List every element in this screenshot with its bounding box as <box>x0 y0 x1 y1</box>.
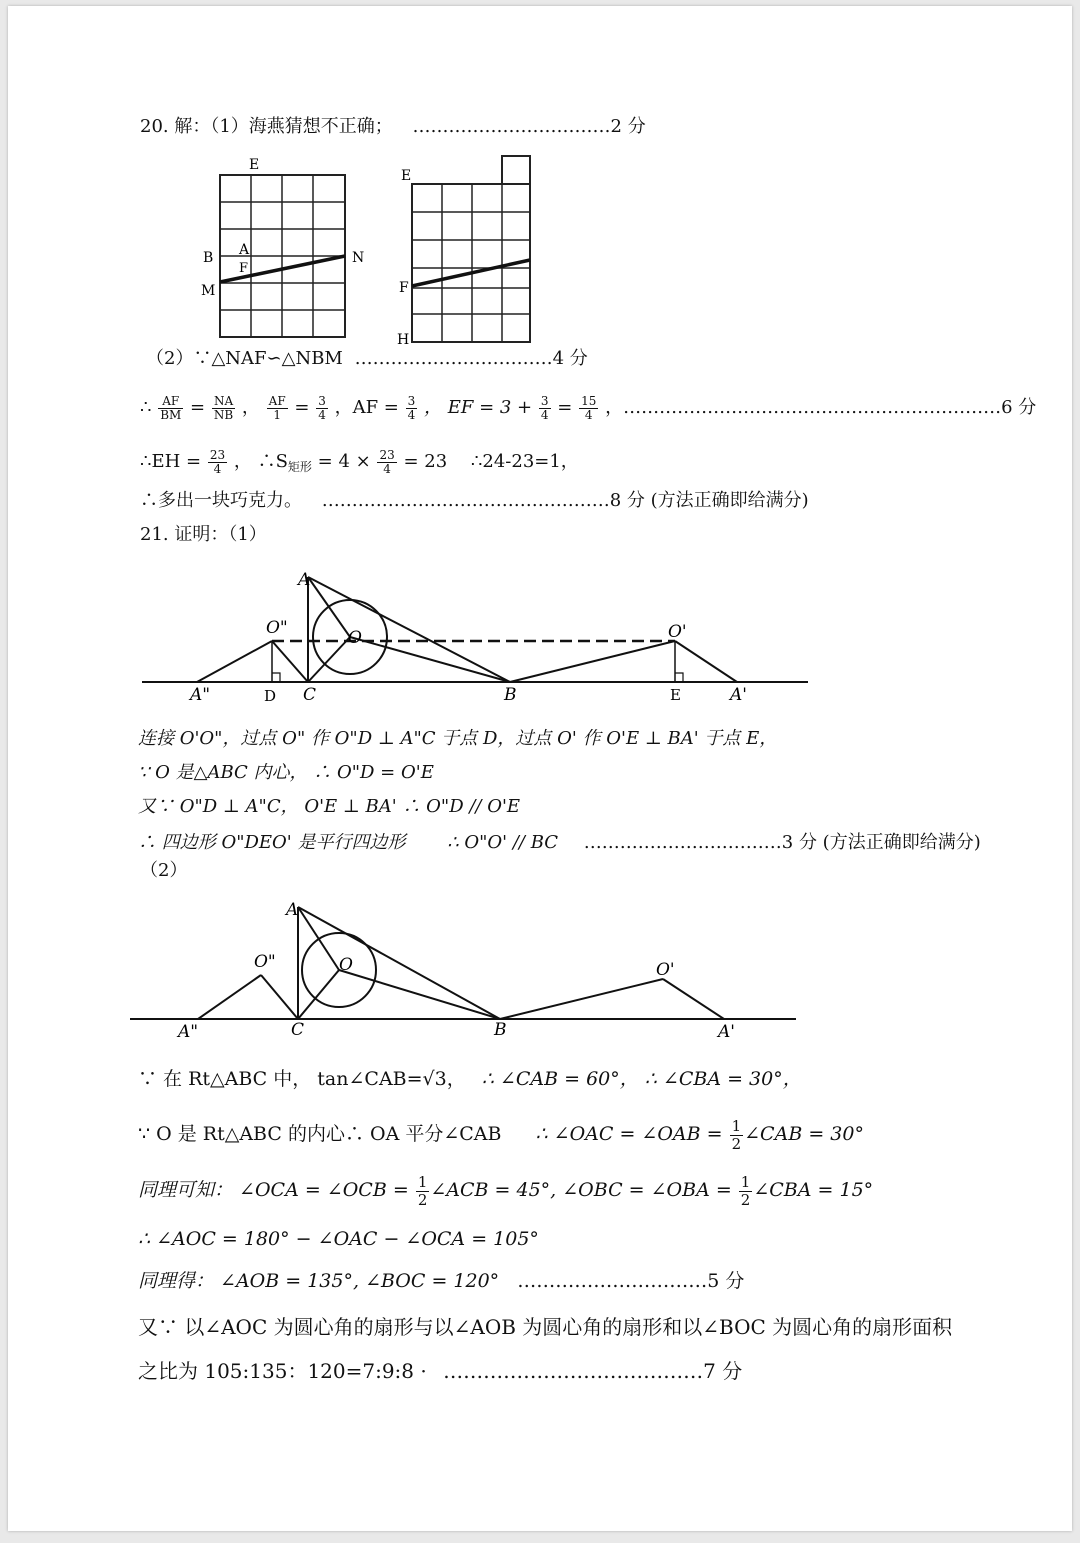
label-F: F <box>239 261 249 276</box>
den: BM <box>160 407 182 422</box>
frac-1-2 <box>730 1118 744 1153</box>
ef-eq: ， EF = 3 + <box>424 397 533 418</box>
score-8: …………………………………………8 分 (方法正确即给满分) <box>321 490 809 511</box>
tan-text: ∵ 在 Rt△ABC 中， tan∠CAB=√3， <box>138 1068 466 1090</box>
frac-15-4 <box>579 395 598 422</box>
den: 4 <box>213 461 222 476</box>
figure-21-1 <box>140 565 815 710</box>
label-F: F <box>399 280 409 296</box>
frac-na-nb <box>212 395 235 422</box>
den: 2 <box>417 1190 428 1209</box>
label-B: B <box>494 1020 507 1040</box>
q21-heading: 21. 证明：（1） <box>140 524 267 545</box>
q20-area-line <box>140 444 579 485</box>
label-O-double-prime: O" <box>266 618 288 638</box>
num: AF <box>268 393 286 408</box>
num: 1 <box>731 1116 742 1135</box>
num: 1 <box>740 1172 751 1191</box>
den: 4 <box>540 407 549 422</box>
label-H: H <box>397 332 410 348</box>
label-O: O <box>348 628 362 648</box>
grid-figure-1 <box>195 150 385 345</box>
oac-eq: ∴ ∠OAC = ∠OAB = <box>535 1123 723 1145</box>
label-C: C <box>291 1020 305 1040</box>
den: NB <box>213 407 234 422</box>
label-A: A <box>298 570 311 590</box>
q21-p2-line6: 又∵ 以∠AOC 为圆心角的扇形与以∠AOB 为圆心角的扇形和以∠BOC 为圆心角的扇形面积 <box>138 1315 953 1339</box>
ratio-text: 之比为 105:135：120=7:9:8 · <box>138 1359 427 1383</box>
af-eq: ，AF = <box>334 397 399 418</box>
cba-result: ∠CBA = 15° <box>753 1179 874 1201</box>
q21-p2-line7 <box>138 1360 742 1382</box>
label-M: M <box>201 283 216 299</box>
aob-boc-text: 同理得： ∠AOB = 135°, ∠BOC = 120° <box>138 1270 500 1292</box>
label-A-prime: A' <box>718 1022 735 1042</box>
q21-p2-line1 <box>138 1068 802 1090</box>
q20-head-text: 20. 解：（1）海燕猜想不正确； <box>140 116 393 137</box>
label-O-double-prime: O" <box>254 952 276 972</box>
q21-p1-line4 <box>138 832 981 854</box>
score-4: ……………………………4 分 <box>354 348 588 369</box>
label-A: A <box>286 900 299 920</box>
area-label: ， ∴S <box>233 451 288 472</box>
q20-part2-line <box>146 348 588 370</box>
den: 4 <box>318 407 326 422</box>
den: 4 <box>383 461 391 476</box>
grid-figure-2 <box>395 152 540 347</box>
den: 4 <box>407 407 416 422</box>
conclusion-text: ∴多出一块巧克力。 <box>140 490 302 511</box>
label-O-prime: O' <box>668 622 687 642</box>
label-A: A <box>239 242 250 258</box>
comma: ， <box>241 397 260 418</box>
den: 2 <box>740 1190 751 1209</box>
label-E: E <box>249 157 260 173</box>
num: 15 <box>581 393 597 408</box>
q21-p1-line2: ∵ O 是△ABC 内心， ∴ O"D = O'E <box>138 762 434 783</box>
frac-3-4 <box>539 395 551 422</box>
num: 3 <box>540 393 549 408</box>
parallelogram-text: ∴ 四边形 O"DEO' 是平行四边形 <box>138 832 406 853</box>
eq-sign: = <box>294 397 310 418</box>
parallel-text: ∴ O"O' // BC <box>447 832 559 853</box>
num: 23 <box>209 447 226 462</box>
score-6: ，………………………………………………………6 分 <box>605 397 1037 418</box>
num: 1 <box>417 1172 428 1191</box>
oca-eq: 同理可知： ∠OCA = ∠OCB = <box>138 1179 409 1201</box>
q21-p2-line4: ∴ ∠AOC = 180° − ∠OAC − ∠OCA = 105° <box>138 1228 539 1250</box>
den: 2 <box>731 1134 742 1153</box>
therefore-sign: ∴ <box>140 397 152 418</box>
label-D: D <box>264 687 277 705</box>
figure-21-2 <box>128 895 803 1040</box>
num: 23 <box>379 447 395 462</box>
q21-p1-line3: 又∵ O"D ⊥ A"C， O'E ⊥ BA' ∴ O"D // O'E <box>138 796 521 817</box>
frac-23-4 <box>377 449 396 476</box>
label-O-prime: O' <box>656 960 675 980</box>
den: 4 <box>584 407 593 422</box>
label-B: B <box>203 250 214 266</box>
angle-values: ∴ ∠CAB = 60°， ∴ ∠CBA = 30°， <box>481 1068 802 1090</box>
similar-triangles-text: （2）∵△NAF∽△NBM <box>146 348 343 369</box>
q21-p2-line2 <box>138 1114 864 1154</box>
area-result: = 23 <box>403 451 448 472</box>
q20-conclusion <box>140 490 809 512</box>
rect-subscript: 矩形 <box>287 460 312 474</box>
label-E: E <box>670 686 681 704</box>
frac-23-4 <box>208 449 227 476</box>
score-7: …………………………………7 分 <box>443 1359 743 1383</box>
q21-p2-line3 <box>138 1170 873 1210</box>
frac-3-4 <box>316 395 328 422</box>
num: 3 <box>407 393 416 408</box>
q21-p2-line5 <box>138 1270 744 1292</box>
frac-3-4 <box>406 395 418 422</box>
label-N: N <box>352 250 365 266</box>
cab-result: ∠CAB = 30° <box>744 1123 864 1145</box>
q20-heading <box>140 116 646 138</box>
score-2: ……………………………2 分 <box>412 116 646 137</box>
difference: ∴24-23=1， <box>470 451 579 472</box>
num: 3 <box>318 393 326 408</box>
q21-part2-label: （2） <box>140 860 188 881</box>
frac-af-1 <box>267 395 288 422</box>
cut-line-2 <box>412 260 530 286</box>
label-A-double-prime: A" <box>190 685 211 705</box>
label-A-double-prime: A" <box>178 1022 199 1042</box>
score-5: …………………………5 分 <box>517 1270 745 1292</box>
label-C: C <box>303 685 317 705</box>
q20-ratio-line <box>140 388 1036 428</box>
num: AF <box>158 395 183 409</box>
q21-p1-line1: 连接 O'O"，过点 O" 作 O"D ⊥ A"C 于点 D，过点 O' 作 O'E ⊥ BA' 于点 E， <box>138 728 778 749</box>
frac-1-2 <box>739 1174 753 1209</box>
frac-1-2 <box>416 1174 430 1209</box>
den: 1 <box>273 407 281 422</box>
label-B: B <box>504 685 517 705</box>
score-3: ……………………………3 分 (方法正确即给满分) <box>583 832 981 853</box>
acb-obc-eq: ∠ACB = 45°, ∠OBC = ∠OBA = <box>430 1179 732 1201</box>
label-O: O <box>339 955 353 975</box>
incenter-text: ∵ O 是 Rt△ABC 的内心∴ OA 平分∠CAB <box>138 1123 502 1145</box>
eq-sign: = <box>557 397 573 418</box>
label-A-prime: A' <box>730 685 747 705</box>
label-E: E <box>401 168 412 184</box>
num: NA <box>212 395 235 409</box>
frac-af-bm <box>158 395 183 422</box>
eh-eq: ∴EH = <box>140 451 202 472</box>
area-mult: = 4 × <box>317 451 371 472</box>
eq-sign: = <box>190 397 206 418</box>
